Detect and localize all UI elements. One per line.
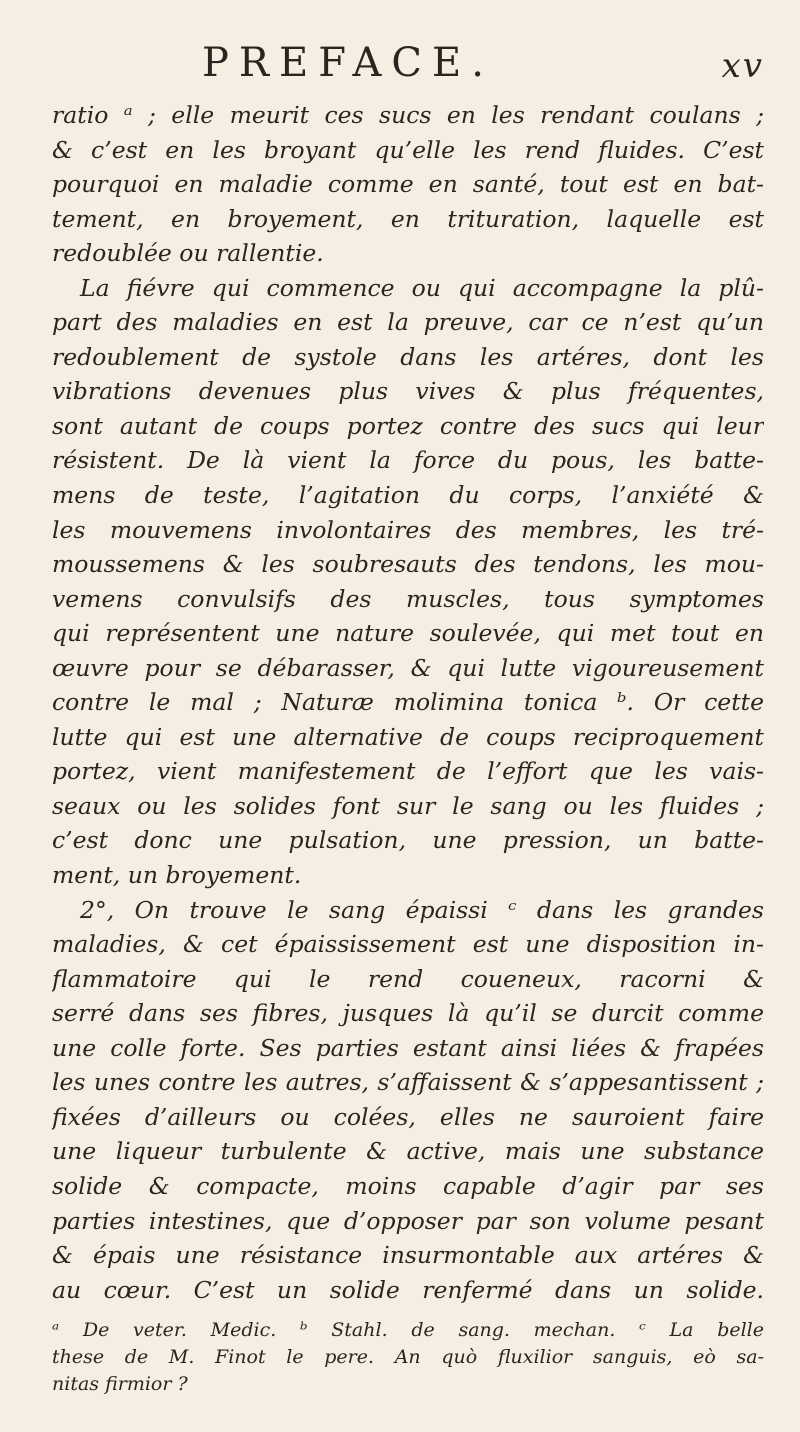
text-line: les unes contre les autres, s’affaissent & s’appesantissent ; <box>52 1068 764 1097</box>
text-line: pourquoi en maladie comme en santé, tout est en bat- <box>52 170 764 199</box>
footnotes <box>52 1317 764 1398</box>
footnote-line: these de M. Finot le pere. An quò fluxilior sanguis, eò sa- <box>52 1346 764 1369</box>
text-line: fixées d’ailleurs ou colées, elles ne sauroient faire <box>52 1102 764 1131</box>
page-header <box>52 40 764 98</box>
text-line: 2°, On trouve le sang épaissi ᶜ dans les grandes <box>80 895 764 924</box>
text-line: c’est donc une pulsation, une pression, un batte- <box>52 826 764 855</box>
text-line: serré dans ses fibres, jusques là qu’il se durcit comme <box>52 999 764 1028</box>
text-line: redoublement de systole dans les artéres, dont les <box>52 342 764 371</box>
text-line: au cœur. C’est un solide renfermé dans un solide. <box>52 1275 764 1304</box>
text-line: moussemens & les soubresauts des tendons, les mou- <box>52 550 764 579</box>
text-line: maladies, & cet épaississement est une disposition in- <box>52 930 764 959</box>
text-line: lutte qui est une alternative de coups reciproquement <box>52 722 764 751</box>
text-line: solide & compacte, moins capable d’agir par ses <box>52 1171 764 1200</box>
text-line: tement, en broyement, en trituration, laquelle est <box>52 204 764 233</box>
text-line: redoublée ou rallentie. <box>52 239 324 268</box>
text-line: & épais une résistance insurmontable aux artéres & <box>52 1241 764 1270</box>
text-line: part des maladies en est la preuve, car ce n’est qu’un <box>52 308 764 337</box>
text-line: résistent. De là vient la force du pous, les batte- <box>52 446 764 475</box>
footnote-line: nitas firmior ? <box>52 1373 188 1396</box>
text-line: ment, un broyement. <box>52 861 302 890</box>
text-line: & c’est en les broyant qu’elle les rend fluides. C’est <box>52 135 764 164</box>
text-line: contre le mal ; Naturæ molimina tonica ᵇ. Or cette <box>52 688 764 717</box>
text-line: portez, vient manifestement de l’effort que les vais- <box>52 757 764 786</box>
footnote-line: ᵃ De veter. Medic. ᵇ Stahl. de sang. mechan. ᶜ La belle <box>52 1319 764 1342</box>
book-page <box>52 40 764 1432</box>
text-line: une colle forte. Ses parties estant ainsi liées & frapées <box>52 1033 764 1062</box>
page-number: xv <box>721 46 764 86</box>
text-line: mens de teste, l’agitation du corps, l’anxiété & <box>52 481 764 510</box>
text-line: les mouvemens involontaires des membres, les tré- <box>52 515 764 544</box>
text-line: sont autant de coups portez contre des sucs qui leur <box>52 411 764 440</box>
text-line: parties intestines, que d’opposer par son volume pesant <box>52 1206 764 1235</box>
text-line: vibrations devenues plus vives & plus fréquentes, <box>52 377 764 406</box>
text-line: une liqueur turbulente & active, mais une substance <box>52 1137 764 1166</box>
running-head: PREFACE. <box>202 40 494 86</box>
text-line: flammatoire qui le rend coueneux, racorni & <box>52 964 764 993</box>
body-text <box>52 98 764 1307</box>
text-line: ratio ᵃ ; elle meurit ces sucs en les rendant coulans ; <box>52 101 764 129</box>
text-line: œuvre pour se débarasser, & qui lutte vigoureusement <box>52 653 764 682</box>
text-line: vemens convulsifs des muscles, tous symptomes <box>52 584 764 613</box>
text-line: La fiévre qui commence ou qui accompagne la plû- <box>80 273 764 302</box>
text-line: qui représentent une nature soulevée, qui met tout en <box>52 619 764 648</box>
text-line: seaux ou les solides font sur le sang ou les fluides ; <box>52 791 764 820</box>
